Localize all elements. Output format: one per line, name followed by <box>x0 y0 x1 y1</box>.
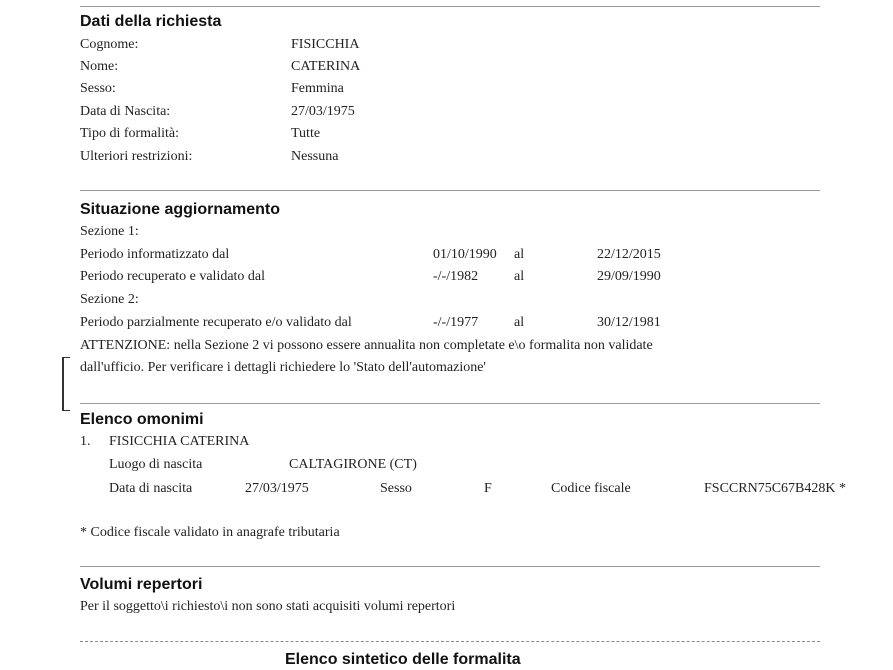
value-ulteriori-restrizioni: Nessuna <box>291 149 339 164</box>
periodo-parziale-from: -/-/1977 <box>433 315 479 330</box>
periodo-parziale-al: al <box>514 315 525 330</box>
divider-1 <box>80 190 820 191</box>
label-tipo-formalita: Tipo di formalità: <box>80 126 180 141</box>
value-nome: CATERINA <box>291 59 361 74</box>
value-sesso: Femmina <box>291 81 344 96</box>
sezione-2-label: Sezione 2: <box>80 292 139 307</box>
divider-4 <box>80 641 820 642</box>
luogo-nascita-value: CALTAGIRONE (CT) <box>289 457 417 472</box>
section-title-omonimi: Elenco omonimi <box>80 411 204 428</box>
value-tipo-formalita: Tutte <box>291 126 321 141</box>
codice-fiscale-label: Codice fiscale <box>551 481 631 496</box>
periodo-recuperato-al: al <box>514 269 525 284</box>
sezione-1-label: Sezione 1: <box>80 224 139 239</box>
attenzione-line-1: ATTENZIONE: nella Sezione 2 vi possono essere annualita non completate e\o formalita non validate <box>80 338 653 353</box>
value-cognome: FISICCHIA <box>291 37 360 52</box>
omonimo-data-nascita-value: 27/03/1975 <box>245 481 309 496</box>
periodo-informatizzato-from: 01/10/1990 <box>433 247 497 262</box>
codice-fiscale-note: * Codice fiscale validato in anagrafe tributaria <box>80 525 340 540</box>
periodo-informatizzato-al: al <box>514 247 525 262</box>
top-divider <box>80 6 820 7</box>
section-title-richiesta: Dati della richiesta <box>80 13 222 30</box>
label-data-nascita: Data di Nascita: <box>80 104 171 119</box>
margin-bracket-mark <box>62 357 70 411</box>
periodo-informatizzato-label: Periodo informatizzato dal <box>80 247 230 262</box>
section-title-elenco-sintetico: Elenco sintetico delle formalita <box>285 651 521 668</box>
section-title-situazione: Situazione aggiornamento <box>80 201 281 218</box>
label-ulteriori-restrizioni: Ulteriori restrizioni: <box>80 149 193 164</box>
label-sesso: Sesso: <box>80 81 116 96</box>
volumi-text: Per il soggetto\i richiesto\i non sono stati acquisiti volumi repertori <box>80 599 456 614</box>
divider-3 <box>80 566 820 567</box>
periodo-informatizzato-to: 22/12/2015 <box>597 247 661 262</box>
periodo-recuperato-to: 29/09/1990 <box>597 269 661 284</box>
attenzione-line-2: dall'ufficio. Per verificare i dettagli richiedere lo 'Stato dell'automazione' <box>80 360 486 375</box>
label-nome: Nome: <box>80 59 119 74</box>
value-data-nascita: 27/03/1975 <box>291 104 355 119</box>
omonimo-name: FISICCHIA CATERINA <box>109 434 250 449</box>
periodo-parziale-label: Periodo parzialmente recuperato e/o validato dal <box>80 315 352 330</box>
periodo-recuperato-label: Periodo recuperato e validato dal <box>80 269 266 284</box>
periodo-recuperato-from: -/-/1982 <box>433 269 479 284</box>
omonimo-number: 1. <box>80 434 91 449</box>
label-cognome: Cognome: <box>80 37 139 52</box>
periodo-parziale-to: 30/12/1981 <box>597 315 661 330</box>
omonimo-sesso-label: Sesso <box>380 481 412 496</box>
omonimo-sesso-value: F <box>484 481 492 496</box>
section-title-volumi: Volumi repertori <box>80 576 203 593</box>
luogo-nascita-label: Luogo di nascita <box>109 457 203 472</box>
codice-fiscale-value: FSCCRN75C67B428K * <box>704 481 846 496</box>
divider-2 <box>80 403 820 404</box>
omonimo-data-nascita-label: Data di nascita <box>109 481 193 496</box>
